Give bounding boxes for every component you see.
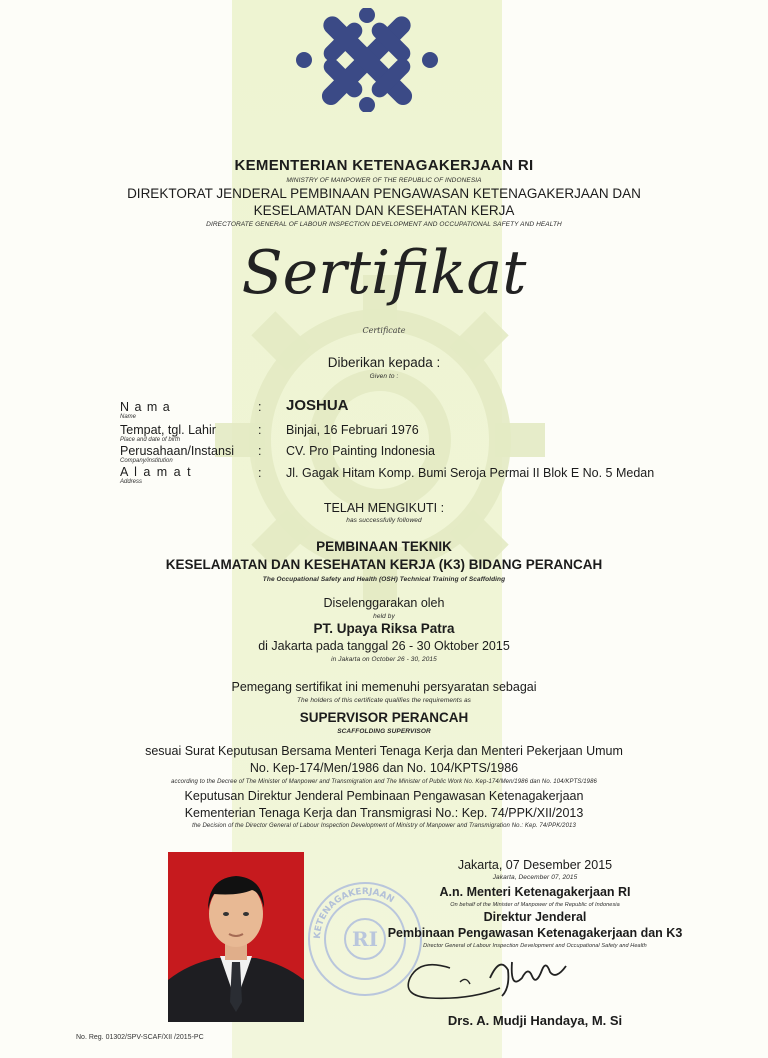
field-company-colon: : bbox=[258, 444, 262, 458]
field-birth-value: Binjai, 16 Februari 1976 bbox=[286, 423, 419, 437]
training-line1: PEMBINAAN TEKNIK bbox=[316, 539, 452, 554]
holder-text-en: The holders of this certificate qualifies the requirements as bbox=[296, 697, 472, 704]
handwritten-signature-icon bbox=[390, 948, 590, 1008]
sign-position2: Pembinaan Pengawasan Ketenagakerjaan dan K3 bbox=[387, 926, 683, 940]
directorate-en: DIRECTORATE GENERAL OF LABOUR INSPECTION DEVELOPMENT AND OCCUPATIONAL SAFETY AND HEALTH bbox=[206, 221, 562, 228]
organizer-date-en: in Jakarta on October 26 - 30, 2015 bbox=[331, 656, 437, 663]
field-address-colon: : bbox=[258, 466, 262, 480]
sign-on-behalf: A.n. Menteri Ketenagakerjaan RI bbox=[439, 885, 631, 899]
field-name-colon: : bbox=[258, 400, 262, 414]
svg-text:RI: RI bbox=[352, 927, 378, 951]
ministry-title: KEMENTERIAN KETENAGAKERJAAN RI bbox=[234, 157, 534, 174]
legal-line1: sesuai Surat Keputusan Bersama Menteri Tenaga Kerja dan Menteri Pekerjaan Umum bbox=[145, 744, 623, 758]
signer-name: Drs. A. Mudji Handaya, M. Si bbox=[447, 1013, 623, 1028]
organizer-label: Diselenggarakan oleh bbox=[323, 596, 445, 610]
legal-line4: Kementerian Tenaga Kerja dan Transmigrasi No.: Kep. 74/PPK/XII/2013 bbox=[184, 806, 584, 820]
field-address-value: Jl. Gagak Hitam Komp. Bumi Seroja Permai II Blok E No. 5 Medan bbox=[286, 466, 655, 480]
legal-line4-en: the Decision of the Director General of Labour Inspection Development of Ministry of Manpower and Transmigration No.: Kep. 74/PPK/2013 bbox=[192, 823, 576, 829]
legal-line2-en: according to the Decree of The Minister of Manpower and Transmigration and The Minister of Public Work No. Kep-174/Men/1986 dan No. 104/KPTS/1986 bbox=[171, 779, 597, 785]
legal-line3: Keputusan Direktur Jenderal Pembinaan Pengawasan Ketenagakerjaan bbox=[184, 789, 584, 803]
organizer-date: di Jakarta pada tanggal 26 - 30 Oktober 2015 bbox=[258, 639, 510, 653]
certificate-title: Sertifikat bbox=[241, 238, 527, 308]
sign-position-en: Director General of Labour Inspection Development and Occupational Safety and Health bbox=[423, 943, 647, 949]
ministry-logo-icon bbox=[296, 8, 438, 112]
field-address-label: A l a m a t Address bbox=[120, 465, 193, 485]
legal-line2: No. Kep-174/Men/1986 dan No. 104/KPTS/1986 bbox=[249, 761, 519, 775]
field-name-label: N a m a Name bbox=[120, 400, 171, 420]
followed-en: has successfully followed bbox=[346, 517, 422, 524]
followed-label: TELAH MENGIKUTI : bbox=[323, 501, 445, 515]
seal-text: KETENAGAKERJAAN bbox=[312, 886, 396, 940]
training-line2: KESELAMATAN DAN KESEHATAN KERJA (K3) BIDANG PERANCAH bbox=[165, 557, 603, 572]
field-name-value: JOSHUA bbox=[286, 397, 349, 414]
directorate-line1: DIREKTORAT JENDERAL PEMBINAAN PENGAWASAN KETENAGAKERJAAN DAN bbox=[127, 186, 641, 201]
organizer-label-en: held by bbox=[373, 613, 395, 620]
organizer-name: PT. Upaya Riksa Patra bbox=[313, 621, 455, 636]
directorate-line2: KESELAMATAN DAN KESEHATAN KERJA bbox=[253, 203, 515, 218]
sign-on-behalf-en: On behalf of the Minister of Manpower of the Republic of Indonesia bbox=[450, 902, 620, 908]
holder-text: Pemegang sertifikat ini memenuhi persyaratan sebagai bbox=[231, 680, 537, 694]
certificate-title-en: Certificate bbox=[362, 326, 406, 335]
registration-number: No. Reg. 01302/SPV-SCAF/XII /2015-PC bbox=[76, 1034, 204, 1041]
sign-position1: Direktur Jenderal bbox=[483, 910, 587, 924]
given-to-en: Given to : bbox=[369, 373, 399, 380]
given-to-label: Diberikan kepada : bbox=[327, 355, 441, 370]
field-company-label: Perusahaan/Instansi Company/institution bbox=[120, 444, 234, 464]
holder-role-en: SCAFFOLDING SUPERVISOR bbox=[337, 728, 431, 735]
ministry-title-en: MINISTRY OF MANPOWER OF THE REPUBLIC OF INDONESIA bbox=[286, 177, 482, 184]
sign-place-date-en: Jakarta, December 07, 2015 bbox=[492, 874, 578, 881]
field-company-value: CV. Pro Painting Indonesia bbox=[286, 444, 435, 458]
holder-role: SUPERVISOR PERANCAH bbox=[299, 710, 469, 725]
field-birth-colon: : bbox=[258, 423, 262, 437]
field-birth-label: Tempat, tgl. Lahir Place and date of birth bbox=[120, 423, 216, 443]
training-en: The Occupational Safety and Health (OSH) Technical Training of Scaffolding bbox=[262, 576, 506, 583]
sign-place-date: Jakarta, 07 Desember 2015 bbox=[457, 858, 613, 872]
